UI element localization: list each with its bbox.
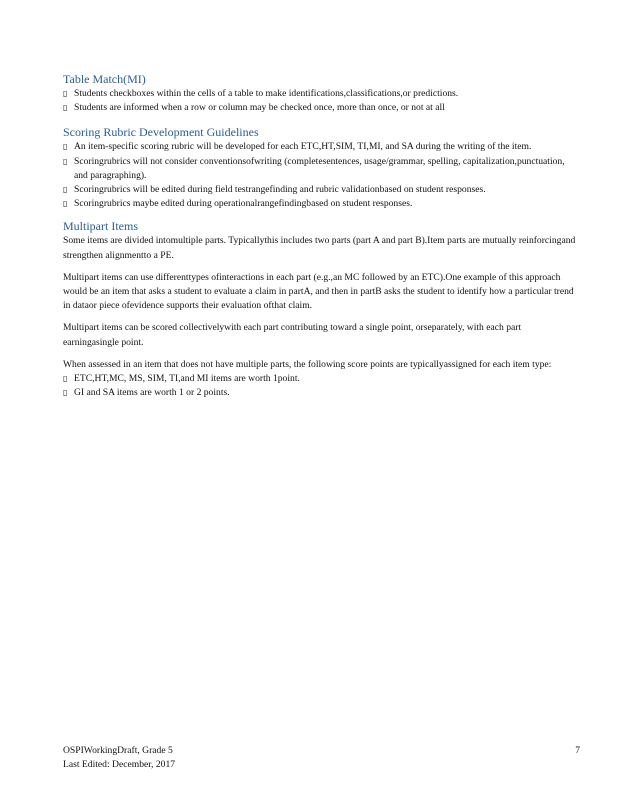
bullet-icon: ▯ (63, 374, 68, 384)
bullet-icon: ▯ (63, 199, 68, 209)
paragraph: Multipart items can be scored collectivelywith each part contributing toward a single point, orseparately, with each part earningasingle point. (63, 322, 522, 348)
bullet-item: ▯ Scoringrubrics will not consider conventionsofwriting (completesentences, usage/grammar, spelling, capitalization,punctuation, and paragraphing). (63, 155, 565, 181)
bullet-icon: ▯ (63, 156, 68, 166)
bullet-item: ▯ GI and SA items are worth 1 or 2 points. (63, 386, 578, 400)
bullet-icon: ▯ (63, 185, 68, 195)
bullet-icon: ▯ (63, 388, 68, 398)
bullet-item: ▯ Students checkboxes within the cells of a table to make identifications,classifications,or predictions. (63, 87, 578, 101)
table-match-heading: Table Match(MI) (63, 72, 146, 86)
page-footer (63, 744, 580, 771)
paragraph: When assessed in an item that does not have multiple parts, the following score points are typicallyassigned for each item type: (63, 358, 552, 370)
scoring-rubric-heading: Scoring Rubric Development Guidelines (63, 125, 259, 140)
page-body (63, 72, 578, 400)
footer-draft-label: OSPIWorkingDraft, Grade 5 (63, 745, 173, 756)
bullet-item: ▯ Scoringrubrics will be edited during field testrangefinding and rubric validationbased on student responses. (63, 183, 578, 197)
bullet-item: ▯ Students are informed when a row or column may be checked once, more than once, or not at all (63, 101, 578, 115)
paragraph: Multipart items can use differenttypes ofinteractions in each part (e.g.,an MC followed by an ETC).One example of this approach would be an item that asks a student to evaluate a claim in partA, and then in partB asks the student to identify how a particular trend in dataor piece ofevidence supports their evaluation ofthat claim. (63, 271, 574, 312)
multipart-items-heading: Multipart Items (63, 219, 138, 234)
footer-last-edited: Last Edited: December, 2017 (63, 758, 176, 770)
bullet-item: ▯ An item-specific scoring rubric will be developed for each ETC,HT,SIM, TI,MI, and SA during the writing of the item. (63, 140, 578, 154)
bullet-icon: ▯ (63, 89, 68, 98)
bullet-item: ▯ Scoringrubrics maybe edited during operationalrangefindingbased on student responses. (63, 197, 578, 211)
bullet-icon: ▯ (63, 103, 68, 113)
bullet-item: ▯ ETC,HT,MC, MS, SIM, TI,and MI items are worth 1point. (63, 372, 578, 386)
bullet-icon: ▯ (63, 142, 68, 152)
page-number: 7 (575, 745, 580, 756)
paragraph: Some items are divided intomultiple parts. Typicallythis includes two parts (part A and part B).Item parts are mutually reinforcingand strengthen alignmentto a PE. (63, 235, 576, 261)
